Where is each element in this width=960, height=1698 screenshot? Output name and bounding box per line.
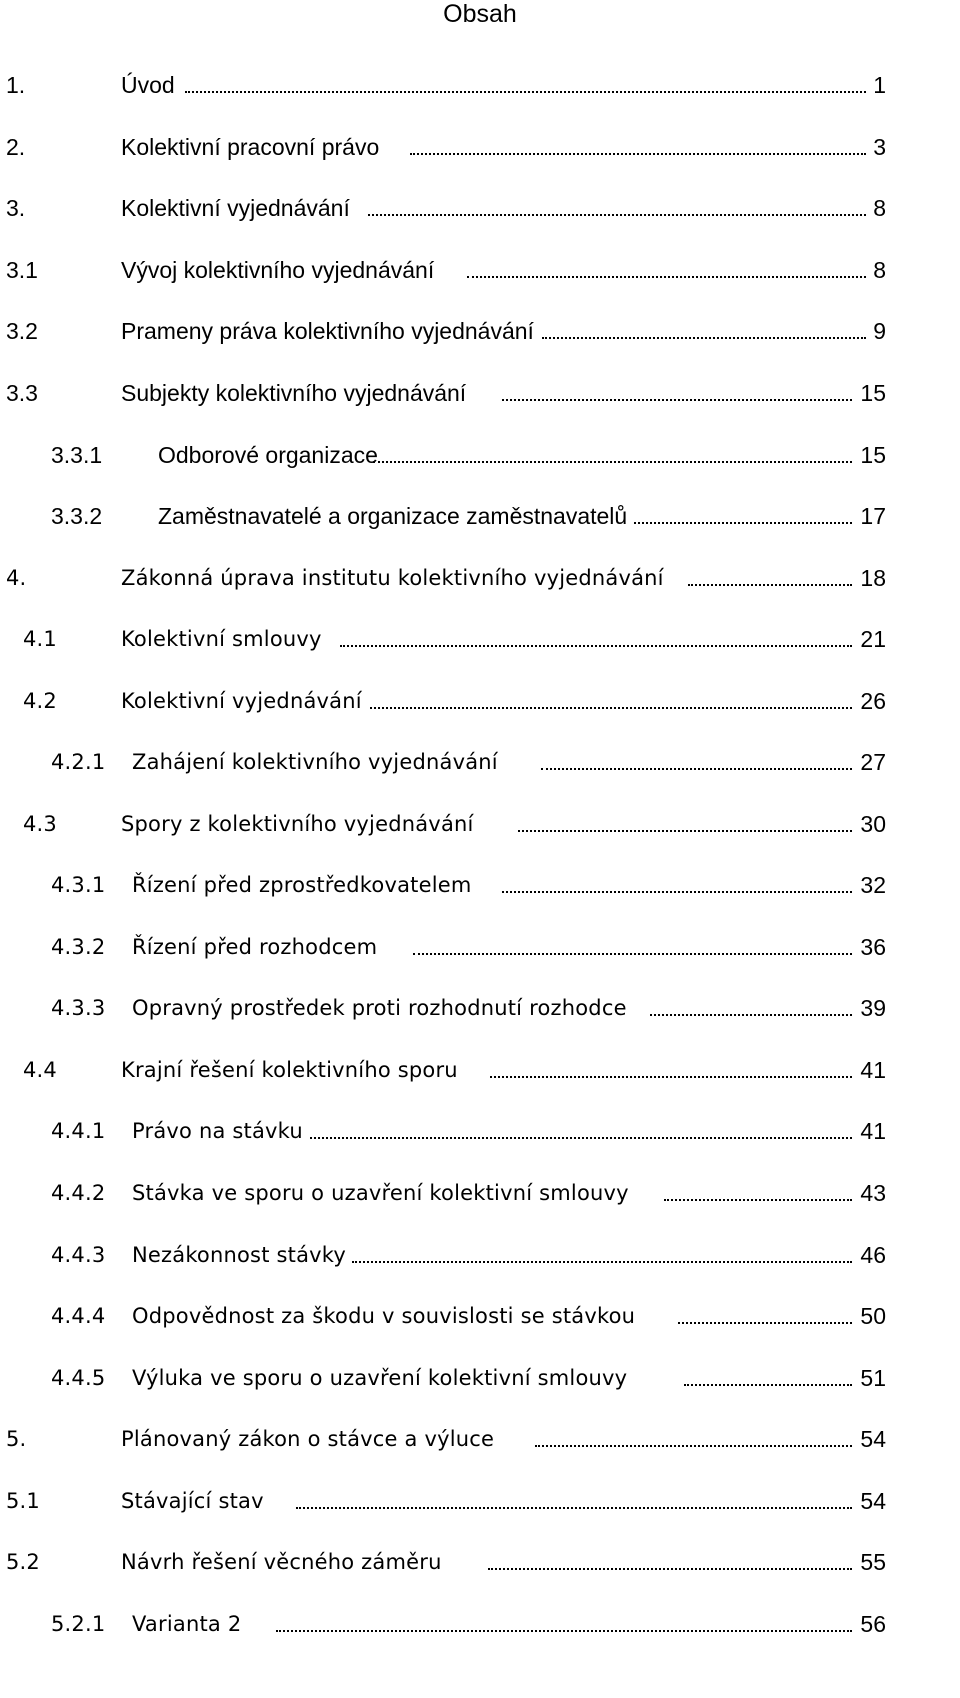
toc-leader-dots [678, 1322, 852, 1324]
toc-leader-dots [352, 1261, 852, 1263]
toc-title: Plánovaný zákon o stávce a výluce [121, 1427, 495, 1451]
toc-number: 3.3.2 [51, 503, 103, 529]
toc-entry[interactable] [0, 1545, 960, 1579]
toc-number: 4.4.5 [51, 1366, 106, 1390]
toc-page-number: 46 [860, 1242, 886, 1268]
toc-page-number: 39 [860, 995, 886, 1021]
toc-title: Stávka ve sporu o uzavření kolektivní smlouvy [132, 1181, 629, 1205]
toc-leader-dots [688, 584, 852, 586]
toc-leader-dots [664, 1199, 852, 1201]
toc-entry[interactable] [0, 622, 960, 656]
toc-page-number: 9 [873, 318, 886, 344]
toc-leader-dots [276, 1630, 852, 1632]
toc-leader-dots [488, 1568, 852, 1570]
toc-leader-dots [340, 645, 852, 647]
toc-title: Odpovědnost za škodu v souvislosti se stávkou [132, 1304, 636, 1328]
toc-page-number: 17 [860, 503, 886, 529]
toc-page-number: 15 [860, 380, 886, 406]
toc-page-number: 32 [860, 872, 886, 898]
toc-number: 4.2 [23, 689, 57, 713]
toc-number: 5.2 [6, 1550, 40, 1574]
toc-page-number: 8 [873, 195, 886, 221]
toc-title: Kolektivní smlouvy [121, 627, 322, 651]
toc-entry[interactable] [0, 376, 960, 410]
toc-number: 4.4.4 [51, 1304, 106, 1328]
toc-entry[interactable] [0, 807, 960, 841]
toc-title: Stávající stav [121, 1489, 264, 1513]
toc-title: Právo na stávku [132, 1119, 303, 1143]
toc-title: Kolektivní vyjednávání [121, 689, 362, 713]
toc-entry[interactable] [0, 1114, 960, 1148]
toc-page-number: 56 [860, 1611, 886, 1637]
toc-entry[interactable] [0, 68, 960, 102]
toc-leader-dots [502, 891, 852, 893]
toc-number: 3.3 [6, 380, 38, 406]
toc-leader-dots [490, 1076, 852, 1078]
toc-entry[interactable] [0, 130, 960, 164]
toc-page-number: 50 [860, 1303, 886, 1329]
toc-leader-dots [413, 953, 852, 955]
toc-page-number: 30 [860, 811, 886, 837]
toc-entry[interactable] [0, 1238, 960, 1272]
toc-number: 5.2.1 [51, 1612, 106, 1636]
toc-leader-dots [541, 768, 852, 770]
toc-title: Zahájení kolektivního vyjednávání [132, 750, 498, 774]
toc-number: 4.3 [23, 812, 57, 836]
toc-entry[interactable] [0, 1484, 960, 1518]
toc-number: 1. [6, 72, 26, 98]
toc-number: 4.4.2 [51, 1181, 106, 1205]
toc-title: Krajní řešení kolektivního sporu [121, 1058, 458, 1082]
toc-title: Nezákonnost stávky [132, 1243, 347, 1267]
toc-page-number: 36 [860, 934, 886, 960]
toc-page-number: 21 [860, 626, 886, 652]
toc-title: Kolektivní pracovní právo [121, 134, 380, 160]
toc-title: Zaměstnavatelé a organizace zaměstnavatelů [158, 503, 628, 529]
toc-leader-dots [368, 214, 866, 216]
toc-title: Zákonná úprava institutu kolektivního vyjednávání [121, 566, 664, 590]
toc-page-number: 51 [860, 1365, 886, 1391]
toc-entry[interactable] [0, 561, 960, 595]
toc-title: Řízení před zprostředkovatelem [132, 873, 472, 897]
toc-title: Vývoj kolektivního vyjednávání [121, 257, 435, 283]
toc-leader-dots [310, 1137, 852, 1139]
toc-page-number: 55 [860, 1549, 886, 1575]
toc-title: Varianta 2 [132, 1612, 242, 1636]
toc-number: 4.3.1 [51, 873, 106, 897]
toc-number: 3. [6, 195, 26, 221]
toc-number: 4.3.3 [51, 996, 106, 1020]
toc-entry[interactable] [0, 253, 960, 287]
toc-title: Opravný prostředek proti rozhodnutí rozhodce [132, 996, 627, 1020]
toc-entry[interactable] [0, 1299, 960, 1333]
toc-title: Prameny práva kolektivního vyjednávání [121, 318, 534, 344]
toc-title: Návrh řešení věcného záměru [121, 1550, 442, 1574]
toc-entry[interactable] [0, 1607, 960, 1641]
toc-page-number: 26 [860, 688, 886, 714]
toc-page-number: 54 [860, 1488, 886, 1514]
toc-leader-dots [650, 1014, 852, 1016]
toc-entry[interactable] [0, 1053, 960, 1087]
toc-leader-dots [634, 522, 852, 524]
toc-entry[interactable] [0, 1361, 960, 1395]
toc-page-number: 3 [873, 134, 886, 160]
toc-leader-dots [542, 337, 866, 339]
toc-leader-dots [410, 153, 866, 155]
toc-entry[interactable] [0, 1176, 960, 1210]
toc-page-number: 27 [860, 749, 886, 775]
toc-entry[interactable] [0, 1422, 960, 1456]
toc-title: Řízení před rozhodcem [132, 935, 378, 959]
toc-leader-dots [502, 399, 852, 401]
toc-title: Subjekty kolektivního vyjednávání [121, 380, 467, 406]
toc-number: 3.2 [6, 318, 38, 344]
toc-page-number: 8 [873, 257, 886, 283]
toc-leader-dots [518, 830, 852, 832]
toc-entry[interactable] [0, 499, 960, 533]
toc-number: 4.4.1 [51, 1119, 106, 1143]
toc-leader-dots [535, 1445, 852, 1447]
toc-leader-dots [684, 1384, 852, 1386]
toc-number: 4.3.2 [51, 935, 106, 959]
toc-number: 4. [6, 566, 27, 590]
toc-number: 4.4.3 [51, 1243, 106, 1267]
toc-leader-dots [373, 461, 852, 463]
toc-page-number: 41 [860, 1118, 886, 1144]
toc-number: 5. [6, 1427, 27, 1451]
toc-title: Kolektivní vyjednávání [121, 195, 350, 221]
toc-title: Odborové organizace [158, 442, 378, 468]
toc-entry[interactable] [0, 930, 960, 964]
toc-page-number: 18 [860, 565, 886, 591]
toc-number: 5.1 [6, 1489, 40, 1513]
toc-leader-dots [296, 1507, 852, 1509]
toc-page-number: 54 [860, 1426, 886, 1452]
toc-number: 3.3.1 [51, 442, 103, 468]
toc-number: 4.2.1 [51, 750, 106, 774]
toc-page-number: 1 [873, 72, 886, 98]
toc-leader-dots [467, 276, 866, 278]
toc-entry[interactable] [0, 868, 960, 902]
toc-page-number: 43 [860, 1180, 886, 1206]
toc-entry[interactable] [0, 684, 960, 718]
toc-title: Spory z kolektivního vyjednávání [121, 812, 474, 836]
toc-title: Výluka ve sporu o uzavření kolektivní smlouvy [132, 1366, 628, 1390]
toc-number: 3.1 [6, 257, 38, 283]
toc-number: 2. [6, 134, 26, 160]
page-title: Obsah [443, 0, 517, 28]
toc-entry[interactable] [0, 191, 960, 225]
toc-page-number: 15 [860, 442, 886, 468]
toc-page-number: 41 [860, 1057, 886, 1083]
toc-entry[interactable] [0, 438, 960, 472]
toc-leader-dots [185, 91, 866, 93]
toc-number: 4.4 [23, 1058, 57, 1082]
toc-entry[interactable] [0, 314, 960, 348]
toc-entry[interactable] [0, 745, 960, 779]
toc-entry[interactable] [0, 991, 960, 1025]
toc-number: 4.1 [23, 627, 57, 651]
toc-leader-dots [370, 707, 852, 709]
toc-title: Úvod [121, 72, 175, 98]
